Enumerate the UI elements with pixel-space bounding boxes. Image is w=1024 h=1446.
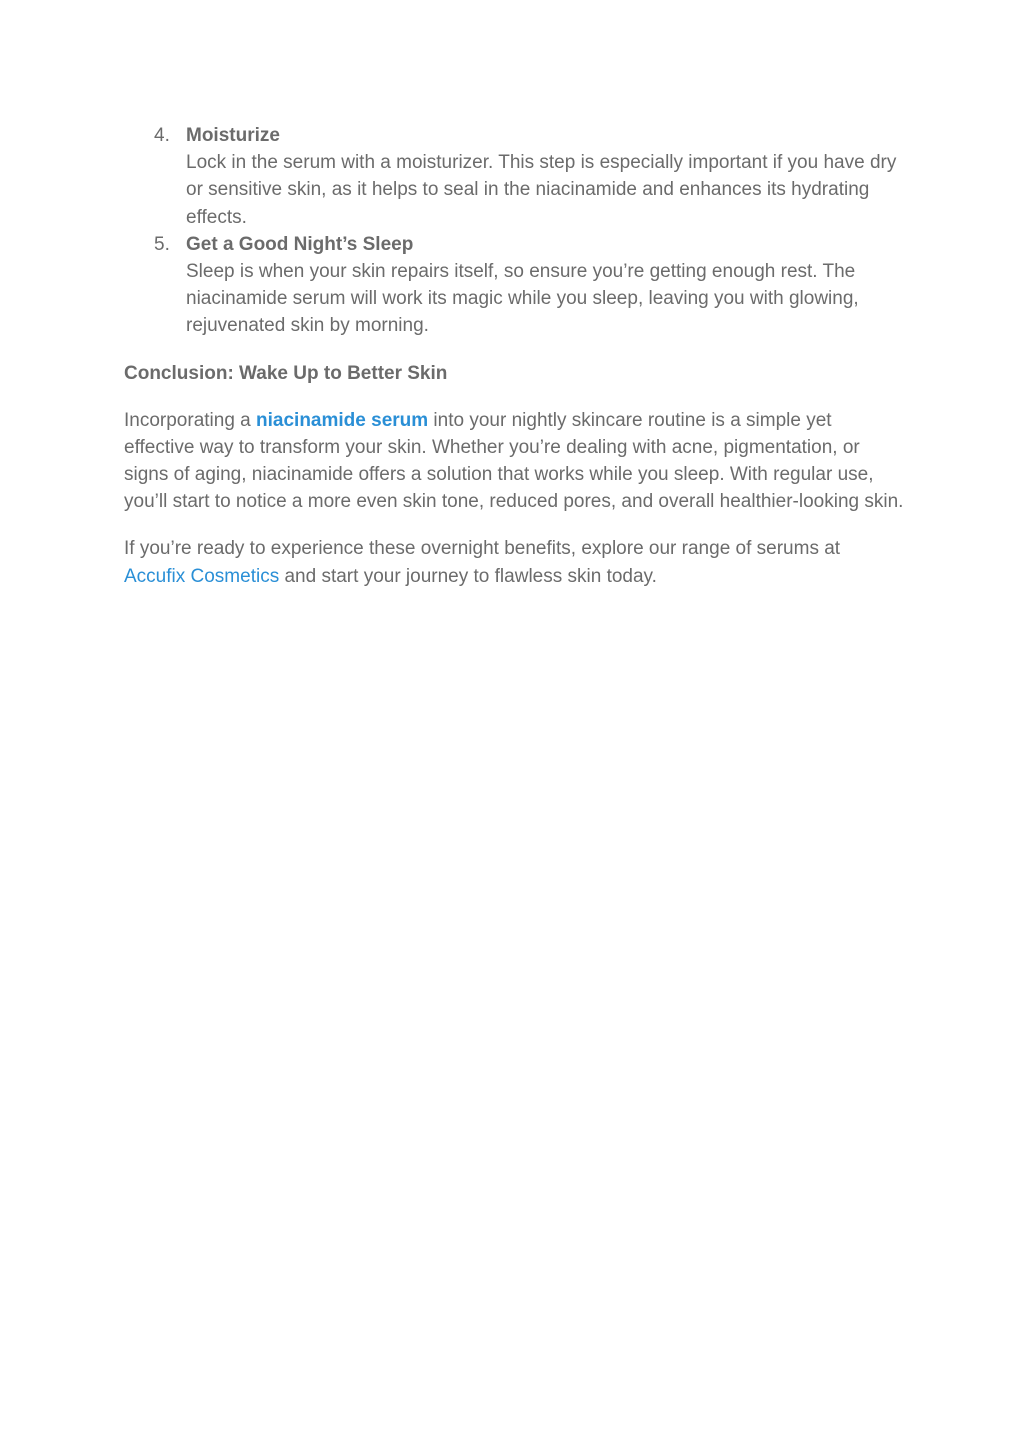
conclusion-heading: Conclusion: Wake Up to Better Skin [124, 362, 448, 384]
document-page [124, 122, 904, 590]
paragraph-text: and start your journey to flawless skin today. [279, 565, 657, 587]
paragraph-text: into your nightly skincare routine is a simple yet effective way to transform your skin. Whether you’re dealing with acne, pigmentation, or signs of aging, niacinamide offers a solution that works while you sleep. With regular use, you’ll start to notice a more even skin tone, reduced pores, and overall healthier-looking skin. [124, 409, 904, 513]
step-text: Lock in the serum with a moisturizer. This step is especially important if you have dry or sensitive skin, as it helps to seal in the niacinamide and enhances its hydrating effects. [186, 152, 897, 228]
paragraph-text: If you’re ready to experience these overnight benefits, explore our range of serums at [124, 538, 841, 560]
cta-paragraph [124, 535, 904, 589]
list-number: 4. [154, 125, 170, 146]
list-item [124, 231, 904, 340]
paragraph-text: Incorporating a [124, 409, 257, 431]
list-item [124, 122, 904, 231]
step-text: Sleep is when your skin repairs itself, so ensure you’re getting enough rest. The niacinamide serum will work its magic while you sleep, leaving you with glowing, rejuvenated skin by morning. [186, 261, 859, 337]
step-title: Moisturize [186, 125, 280, 146]
niacinamide-serum-link[interactable]: niacinamide serum [256, 409, 429, 431]
accufix-cosmetics-link[interactable]: Accufix Cosmetics [124, 565, 280, 587]
steps-list [124, 122, 904, 340]
conclusion-paragraph [124, 407, 904, 516]
list-number: 5. [154, 233, 170, 255]
step-title: Get a Good Night’s Sleep [186, 233, 414, 255]
